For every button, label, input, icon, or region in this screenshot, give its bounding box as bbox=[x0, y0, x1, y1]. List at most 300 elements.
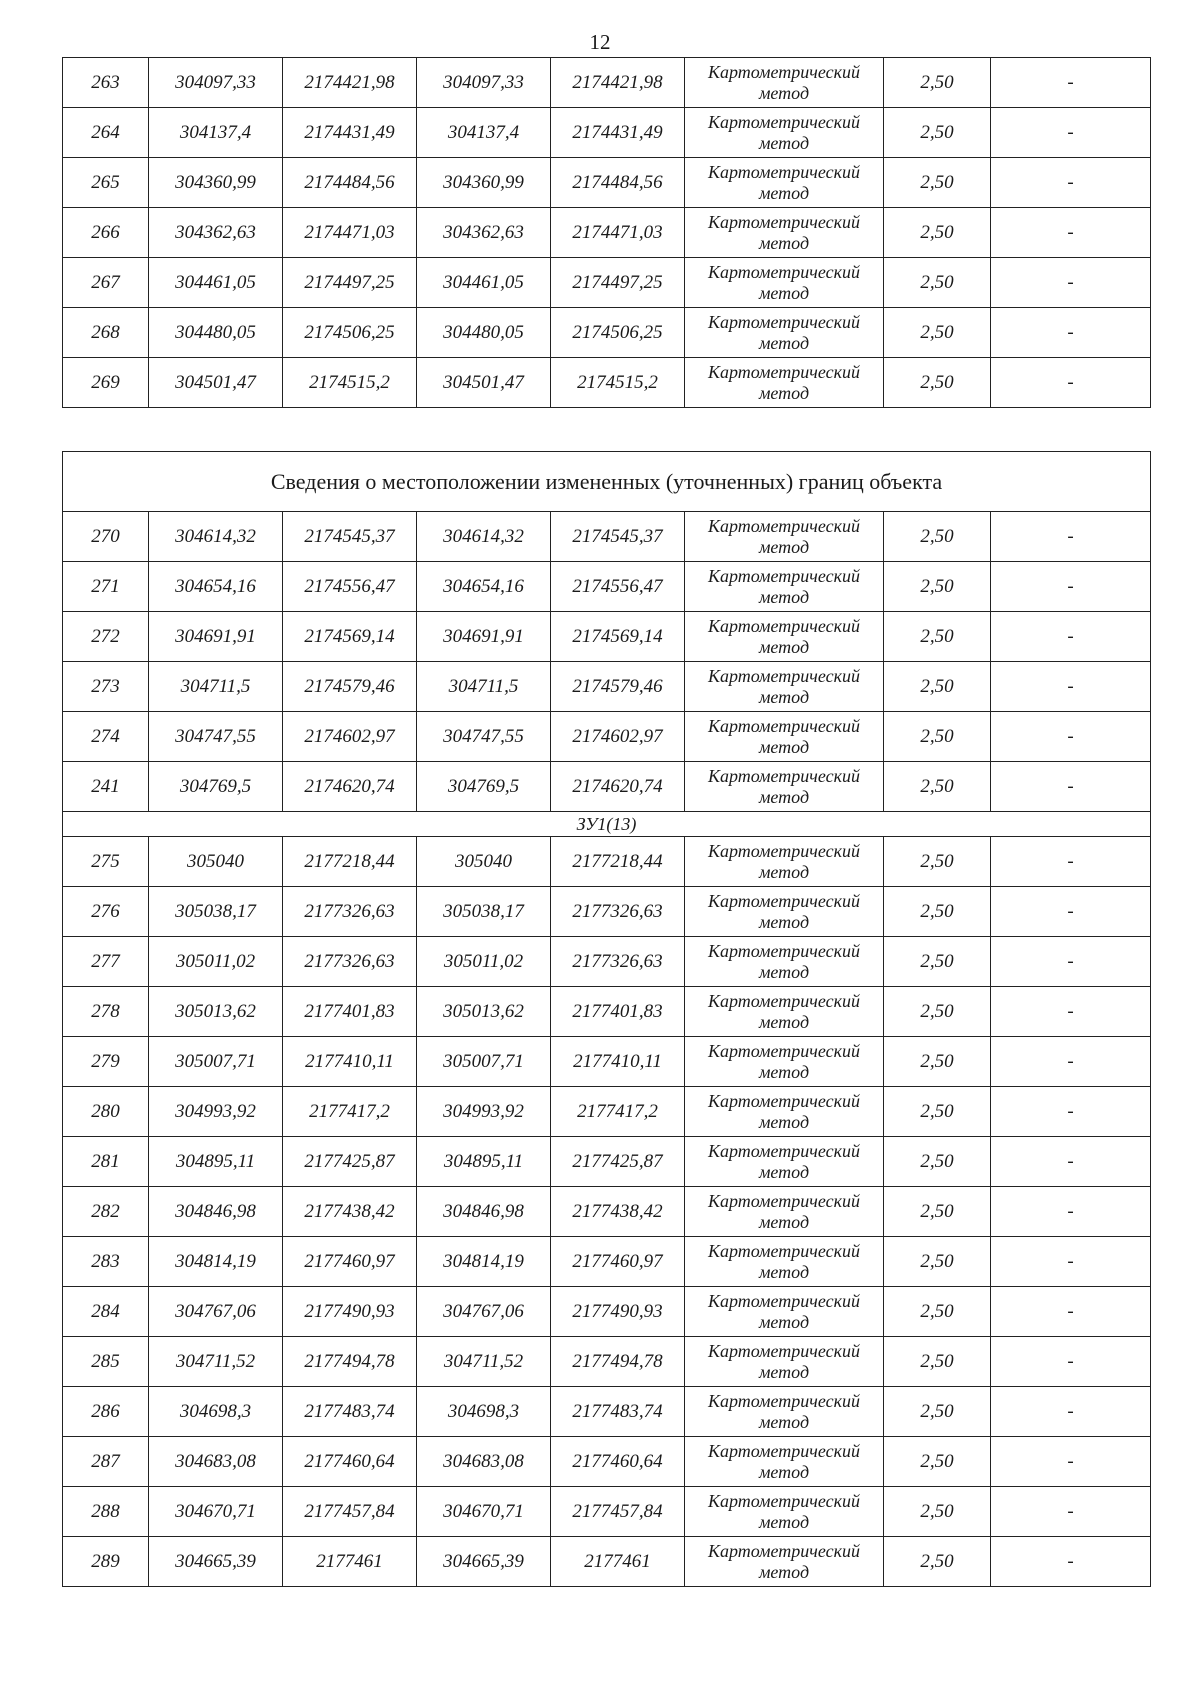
new-y-cell: 2174421,98 bbox=[551, 58, 685, 108]
point-number-cell: 280 bbox=[63, 1087, 149, 1137]
new-y-cell: 2177326,63 bbox=[551, 887, 685, 937]
existing-x-cell: 304360,99 bbox=[149, 158, 283, 208]
accuracy-cell: 2,50 bbox=[884, 712, 991, 762]
existing-x-cell: 305011,02 bbox=[149, 937, 283, 987]
point-number-cell: 265 bbox=[63, 158, 149, 208]
table-row bbox=[63, 1287, 1151, 1337]
method-line-2: метод bbox=[758, 786, 810, 807]
method-cell bbox=[685, 1087, 884, 1137]
method-cell bbox=[685, 258, 884, 308]
method-line-1: Картометрический bbox=[707, 1340, 860, 1361]
method-cell bbox=[685, 712, 884, 762]
method-cell bbox=[685, 762, 884, 812]
point-number-cell: 284 bbox=[63, 1287, 149, 1337]
accuracy-cell: 2,50 bbox=[884, 1287, 991, 1337]
new-x-cell: 305013,62 bbox=[417, 987, 551, 1037]
note-cell: - bbox=[991, 58, 1151, 108]
method-line-1: Картометрический bbox=[707, 1190, 860, 1211]
new-x-cell: 304711,52 bbox=[417, 1337, 551, 1387]
method-line-2: метод bbox=[758, 586, 810, 607]
new-x-cell: 304461,05 bbox=[417, 258, 551, 308]
note-cell: - bbox=[991, 837, 1151, 887]
existing-y-cell: 2177401,83 bbox=[283, 987, 417, 1037]
point-number-cell: 289 bbox=[63, 1537, 149, 1587]
new-y-cell: 2174431,49 bbox=[551, 108, 685, 158]
new-x-cell: 304747,55 bbox=[417, 712, 551, 762]
method-line-2: метод bbox=[758, 636, 810, 657]
note-cell: - bbox=[991, 1537, 1151, 1587]
existing-x-cell: 304767,06 bbox=[149, 1287, 283, 1337]
existing-x-cell: 304654,16 bbox=[149, 562, 283, 612]
method-cell bbox=[685, 158, 884, 208]
new-y-cell: 2177460,64 bbox=[551, 1437, 685, 1487]
note-cell: - bbox=[991, 1337, 1151, 1387]
table-row bbox=[63, 308, 1151, 358]
note-cell: - bbox=[991, 887, 1151, 937]
method-cell bbox=[685, 1137, 884, 1187]
method-cell bbox=[685, 937, 884, 987]
new-x-cell: 304360,99 bbox=[417, 158, 551, 208]
table-row bbox=[63, 762, 1151, 812]
coordinates-table-2 bbox=[62, 451, 1151, 1587]
new-y-cell: 2177401,83 bbox=[551, 987, 685, 1037]
existing-x-cell: 304670,71 bbox=[149, 1487, 283, 1537]
accuracy-cell: 2,50 bbox=[884, 1537, 991, 1587]
new-y-cell: 2177425,87 bbox=[551, 1137, 685, 1187]
method-line-1: Картометрический bbox=[707, 1390, 860, 1411]
table-row bbox=[63, 937, 1151, 987]
table-row bbox=[63, 1487, 1151, 1537]
table-row bbox=[63, 562, 1151, 612]
method-line-1: Картометрический bbox=[707, 615, 860, 636]
table-row bbox=[63, 1137, 1151, 1187]
new-y-cell: 2174545,37 bbox=[551, 512, 685, 562]
method-line-1: Картометрический bbox=[707, 61, 860, 82]
note-cell: - bbox=[991, 562, 1151, 612]
point-number-cell: 287 bbox=[63, 1437, 149, 1487]
method-line-1: Картометрический bbox=[707, 1540, 860, 1561]
accuracy-cell: 2,50 bbox=[884, 58, 991, 108]
existing-y-cell: 2177460,97 bbox=[283, 1237, 417, 1287]
method-cell bbox=[685, 308, 884, 358]
method-line-1: Картометрический bbox=[707, 1290, 860, 1311]
note-cell: - bbox=[991, 1287, 1151, 1337]
new-y-cell: 2174579,46 bbox=[551, 662, 685, 712]
existing-y-cell: 2177457,84 bbox=[283, 1487, 417, 1537]
method-cell bbox=[685, 1387, 884, 1437]
new-y-cell: 2177457,84 bbox=[551, 1487, 685, 1537]
new-y-cell: 2177326,63 bbox=[551, 937, 685, 987]
new-x-cell: 305007,71 bbox=[417, 1037, 551, 1087]
method-line-2: метод bbox=[758, 961, 810, 982]
new-y-cell: 2177460,97 bbox=[551, 1237, 685, 1287]
table-row bbox=[63, 1337, 1151, 1387]
point-number-cell: 277 bbox=[63, 937, 149, 987]
new-x-cell: 304993,92 bbox=[417, 1087, 551, 1137]
point-number-cell: 278 bbox=[63, 987, 149, 1037]
accuracy-cell: 2,50 bbox=[884, 1237, 991, 1287]
method-cell bbox=[685, 562, 884, 612]
method-line-1: Картометрический bbox=[707, 565, 860, 586]
point-number-cell: 282 bbox=[63, 1187, 149, 1237]
point-number-cell: 285 bbox=[63, 1337, 149, 1387]
new-y-cell: 2174515,2 bbox=[551, 358, 685, 408]
method-line-1: Картометрический bbox=[707, 1090, 860, 1111]
note-cell: - bbox=[991, 1087, 1151, 1137]
new-x-cell: 304665,39 bbox=[417, 1537, 551, 1587]
existing-y-cell: 2174602,97 bbox=[283, 712, 417, 762]
note-cell: - bbox=[991, 158, 1151, 208]
new-y-cell: 2174569,14 bbox=[551, 612, 685, 662]
existing-x-cell: 304711,5 bbox=[149, 662, 283, 712]
note-cell: - bbox=[991, 762, 1151, 812]
existing-y-cell: 2177218,44 bbox=[283, 837, 417, 887]
existing-x-cell: 304698,3 bbox=[149, 1387, 283, 1437]
existing-y-cell: 2174579,46 bbox=[283, 662, 417, 712]
existing-y-cell: 2177460,64 bbox=[283, 1437, 417, 1487]
method-line-2: метод bbox=[758, 1011, 810, 1032]
accuracy-cell: 2,50 bbox=[884, 1487, 991, 1537]
new-x-cell: 304480,05 bbox=[417, 308, 551, 358]
table-section-title: Сведения о местоположении измененных (уточненных) границ объекта bbox=[63, 452, 1151, 512]
method-line-1: Картометрический bbox=[707, 1490, 860, 1511]
new-y-cell: 2174484,56 bbox=[551, 158, 685, 208]
note-cell: - bbox=[991, 1187, 1151, 1237]
note-cell: - bbox=[991, 712, 1151, 762]
table-row bbox=[63, 258, 1151, 308]
existing-x-cell: 304362,63 bbox=[149, 208, 283, 258]
method-line-1: Картометрический bbox=[707, 111, 860, 132]
method-line-1: Картометрический bbox=[707, 765, 860, 786]
method-cell bbox=[685, 512, 884, 562]
existing-x-cell: 304501,47 bbox=[149, 358, 283, 408]
note-cell: - bbox=[991, 1237, 1151, 1287]
existing-x-cell: 304614,32 bbox=[149, 512, 283, 562]
method-line-2: метод bbox=[758, 282, 810, 303]
point-number-cell: 275 bbox=[63, 837, 149, 887]
existing-x-cell: 304814,19 bbox=[149, 1237, 283, 1287]
point-number-cell: 283 bbox=[63, 1237, 149, 1287]
table-row bbox=[63, 837, 1151, 887]
new-x-cell: 304814,19 bbox=[417, 1237, 551, 1287]
new-x-cell: 304895,11 bbox=[417, 1137, 551, 1187]
method-line-2: метод bbox=[758, 182, 810, 203]
existing-x-cell: 304137,4 bbox=[149, 108, 283, 158]
table-row bbox=[63, 1387, 1151, 1437]
method-cell bbox=[685, 1437, 884, 1487]
method-line-1: Картометрический bbox=[707, 311, 860, 332]
point-number-cell: 286 bbox=[63, 1387, 149, 1437]
point-number-cell: 274 bbox=[63, 712, 149, 762]
existing-y-cell: 2177326,63 bbox=[283, 937, 417, 987]
new-x-cell: 305040 bbox=[417, 837, 551, 887]
point-number-cell: 267 bbox=[63, 258, 149, 308]
method-line-2: метод bbox=[758, 1311, 810, 1332]
accuracy-cell: 2,50 bbox=[884, 837, 991, 887]
new-y-cell: 2177461 bbox=[551, 1537, 685, 1587]
new-x-cell: 305011,02 bbox=[417, 937, 551, 987]
point-number-cell: 269 bbox=[63, 358, 149, 408]
accuracy-cell: 2,50 bbox=[884, 662, 991, 712]
existing-y-cell: 2177490,93 bbox=[283, 1287, 417, 1337]
accuracy-cell: 2,50 bbox=[884, 937, 991, 987]
note-cell: - bbox=[991, 1037, 1151, 1087]
existing-y-cell: 2174556,47 bbox=[283, 562, 417, 612]
note-cell: - bbox=[991, 987, 1151, 1037]
accuracy-cell: 2,50 bbox=[884, 1087, 991, 1137]
table-row bbox=[63, 1087, 1151, 1137]
point-number-cell: 268 bbox=[63, 308, 149, 358]
new-x-cell: 304769,5 bbox=[417, 762, 551, 812]
method-line-1: Картометрический bbox=[707, 515, 860, 536]
method-line-2: метод bbox=[758, 536, 810, 557]
existing-y-cell: 2177417,2 bbox=[283, 1087, 417, 1137]
table-row bbox=[63, 158, 1151, 208]
method-cell bbox=[685, 58, 884, 108]
note-cell: - bbox=[991, 937, 1151, 987]
new-y-cell: 2177410,11 bbox=[551, 1037, 685, 1087]
method-line-2: метод bbox=[758, 1211, 810, 1232]
method-cell bbox=[685, 1537, 884, 1587]
new-x-cell: 304501,47 bbox=[417, 358, 551, 408]
existing-y-cell: 2174545,37 bbox=[283, 512, 417, 562]
accuracy-cell: 2,50 bbox=[884, 1337, 991, 1387]
method-line-2: метод bbox=[758, 232, 810, 253]
new-y-cell: 2177417,2 bbox=[551, 1087, 685, 1137]
method-line-2: метод bbox=[758, 1261, 810, 1282]
method-cell bbox=[685, 1187, 884, 1237]
point-number-cell: 270 bbox=[63, 512, 149, 562]
note-cell: - bbox=[991, 258, 1151, 308]
coordinates-table-1 bbox=[62, 57, 1151, 408]
table-row bbox=[63, 987, 1151, 1037]
new-y-cell: 2177483,74 bbox=[551, 1387, 685, 1437]
method-line-1: Картометрический bbox=[707, 890, 860, 911]
method-cell bbox=[685, 887, 884, 937]
existing-y-cell: 2177494,78 bbox=[283, 1337, 417, 1387]
new-y-cell: 2174556,47 bbox=[551, 562, 685, 612]
method-line-1: Картометрический bbox=[707, 665, 860, 686]
new-x-cell: 305038,17 bbox=[417, 887, 551, 937]
note-cell: - bbox=[991, 358, 1151, 408]
existing-y-cell: 2174431,49 bbox=[283, 108, 417, 158]
new-x-cell: 304137,4 bbox=[417, 108, 551, 158]
accuracy-cell: 2,50 bbox=[884, 1137, 991, 1187]
existing-y-cell: 2177483,74 bbox=[283, 1387, 417, 1437]
method-line-1: Картометрический bbox=[707, 940, 860, 961]
page-number: 12 bbox=[589, 30, 611, 54]
method-line-2: метод bbox=[758, 332, 810, 353]
existing-y-cell: 2177461 bbox=[283, 1537, 417, 1587]
method-line-2: метод bbox=[758, 382, 810, 403]
point-number-cell: 266 bbox=[63, 208, 149, 258]
existing-y-cell: 2174497,25 bbox=[283, 258, 417, 308]
accuracy-cell: 2,50 bbox=[884, 762, 991, 812]
method-cell bbox=[685, 1487, 884, 1537]
existing-x-cell: 305007,71 bbox=[149, 1037, 283, 1087]
table-row bbox=[63, 1237, 1151, 1287]
note-cell: - bbox=[991, 1487, 1151, 1537]
new-x-cell: 304691,91 bbox=[417, 612, 551, 662]
method-cell bbox=[685, 108, 884, 158]
existing-x-cell: 305013,62 bbox=[149, 987, 283, 1037]
note-cell: - bbox=[991, 208, 1151, 258]
accuracy-cell: 2,50 bbox=[884, 358, 991, 408]
existing-x-cell: 304683,08 bbox=[149, 1437, 283, 1487]
note-cell: - bbox=[991, 662, 1151, 712]
method-line-2: метод bbox=[758, 132, 810, 153]
accuracy-cell: 2,50 bbox=[884, 1037, 991, 1087]
method-line-1: Картометрический bbox=[707, 361, 860, 382]
table-row bbox=[63, 887, 1151, 937]
method-line-2: метод bbox=[758, 1511, 810, 1532]
existing-x-cell: 304769,5 bbox=[149, 762, 283, 812]
accuracy-cell: 2,50 bbox=[884, 158, 991, 208]
accuracy-cell: 2,50 bbox=[884, 208, 991, 258]
method-cell bbox=[685, 1037, 884, 1087]
existing-y-cell: 2174515,2 bbox=[283, 358, 417, 408]
point-number-cell: 263 bbox=[63, 58, 149, 108]
note-cell: - bbox=[991, 612, 1151, 662]
existing-x-cell: 305038,17 bbox=[149, 887, 283, 937]
note-cell: - bbox=[991, 1387, 1151, 1437]
new-x-cell: 304683,08 bbox=[417, 1437, 551, 1487]
existing-x-cell: 304480,05 bbox=[149, 308, 283, 358]
method-line-1: Картометрический bbox=[707, 1440, 860, 1461]
method-line-2: метод bbox=[758, 82, 810, 103]
point-number-cell: 271 bbox=[63, 562, 149, 612]
existing-y-cell: 2174471,03 bbox=[283, 208, 417, 258]
new-x-cell: 304846,98 bbox=[417, 1187, 551, 1237]
note-cell: - bbox=[991, 108, 1151, 158]
method-line-1: Картометрический bbox=[707, 715, 860, 736]
method-line-2: метод bbox=[758, 1361, 810, 1382]
table-row bbox=[63, 208, 1151, 258]
new-x-cell: 304097,33 bbox=[417, 58, 551, 108]
method-line-2: метод bbox=[758, 736, 810, 757]
existing-y-cell: 2177410,11 bbox=[283, 1037, 417, 1087]
table-row bbox=[63, 1437, 1151, 1487]
new-x-cell: 304614,32 bbox=[417, 512, 551, 562]
method-line-1: Картометрический bbox=[707, 1040, 860, 1061]
method-line-1: Картометрический bbox=[707, 1240, 860, 1261]
existing-x-cell: 304711,52 bbox=[149, 1337, 283, 1387]
existing-x-cell: 304461,05 bbox=[149, 258, 283, 308]
method-line-2: метод bbox=[758, 1411, 810, 1432]
existing-x-cell: 304097,33 bbox=[149, 58, 283, 108]
table-row bbox=[63, 58, 1151, 108]
existing-y-cell: 2174421,98 bbox=[283, 58, 417, 108]
existing-y-cell: 2174569,14 bbox=[283, 612, 417, 662]
new-x-cell: 304767,06 bbox=[417, 1287, 551, 1337]
new-y-cell: 2177218,44 bbox=[551, 837, 685, 887]
table-row bbox=[63, 108, 1151, 158]
note-cell: - bbox=[991, 1437, 1151, 1487]
new-x-cell: 304670,71 bbox=[417, 1487, 551, 1537]
existing-x-cell: 304895,11 bbox=[149, 1137, 283, 1187]
table-row bbox=[63, 612, 1151, 662]
method-cell bbox=[685, 612, 884, 662]
accuracy-cell: 2,50 bbox=[884, 612, 991, 662]
method-line-2: метод bbox=[758, 1461, 810, 1482]
method-line-1: Картометрический bbox=[707, 1140, 860, 1161]
method-line-2: метод bbox=[758, 911, 810, 932]
accuracy-cell: 2,50 bbox=[884, 1437, 991, 1487]
note-cell: - bbox=[991, 308, 1151, 358]
note-cell: - bbox=[991, 1137, 1151, 1187]
point-number-cell: 272 bbox=[63, 612, 149, 662]
accuracy-cell: 2,50 bbox=[884, 987, 991, 1037]
table-row bbox=[63, 512, 1151, 562]
note-cell: - bbox=[991, 512, 1151, 562]
new-y-cell: 2174471,03 bbox=[551, 208, 685, 258]
table-row bbox=[63, 712, 1151, 762]
method-line-2: метод bbox=[758, 686, 810, 707]
method-cell bbox=[685, 837, 884, 887]
point-number-cell: 279 bbox=[63, 1037, 149, 1087]
method-line-2: метод bbox=[758, 1561, 810, 1582]
new-y-cell: 2174620,74 bbox=[551, 762, 685, 812]
new-y-cell: 2177490,93 bbox=[551, 1287, 685, 1337]
new-y-cell: 2174497,25 bbox=[551, 258, 685, 308]
existing-y-cell: 2177425,87 bbox=[283, 1137, 417, 1187]
point-number-cell: 264 bbox=[63, 108, 149, 158]
existing-y-cell: 2177438,42 bbox=[283, 1187, 417, 1237]
table-row bbox=[63, 662, 1151, 712]
accuracy-cell: 2,50 bbox=[884, 108, 991, 158]
method-line-2: метод bbox=[758, 1161, 810, 1182]
existing-y-cell: 2174506,25 bbox=[283, 308, 417, 358]
new-y-cell: 2174506,25 bbox=[551, 308, 685, 358]
new-x-cell: 304654,16 bbox=[417, 562, 551, 612]
point-number-cell: 276 bbox=[63, 887, 149, 937]
existing-x-cell: 304747,55 bbox=[149, 712, 283, 762]
existing-x-cell: 304691,91 bbox=[149, 612, 283, 662]
method-cell bbox=[685, 1287, 884, 1337]
point-number-cell: 241 bbox=[63, 762, 149, 812]
existing-x-cell: 304665,39 bbox=[149, 1537, 283, 1587]
existing-x-cell: 304846,98 bbox=[149, 1187, 283, 1237]
existing-y-cell: 2177326,63 bbox=[283, 887, 417, 937]
point-number-cell: 273 bbox=[63, 662, 149, 712]
method-line-1: Картометрический bbox=[707, 840, 860, 861]
method-line-1: Картометрический bbox=[707, 211, 860, 232]
existing-y-cell: 2174484,56 bbox=[283, 158, 417, 208]
method-line-2: метод bbox=[758, 861, 810, 882]
table-row bbox=[63, 358, 1151, 408]
new-y-cell: 2174602,97 bbox=[551, 712, 685, 762]
point-number-cell: 281 bbox=[63, 1137, 149, 1187]
new-y-cell: 2177438,42 bbox=[551, 1187, 685, 1237]
accuracy-cell: 2,50 bbox=[884, 308, 991, 358]
method-line-1: Картометрический bbox=[707, 161, 860, 182]
accuracy-cell: 2,50 bbox=[884, 258, 991, 308]
accuracy-cell: 2,50 bbox=[884, 1387, 991, 1437]
method-cell bbox=[685, 662, 884, 712]
method-line-1: Картометрический bbox=[707, 261, 860, 282]
existing-x-cell: 305040 bbox=[149, 837, 283, 887]
table-row bbox=[63, 1187, 1151, 1237]
accuracy-cell: 2,50 bbox=[884, 1187, 991, 1237]
new-x-cell: 304698,3 bbox=[417, 1387, 551, 1437]
method-line-2: метод bbox=[758, 1111, 810, 1132]
table-row bbox=[63, 1537, 1151, 1587]
new-x-cell: 304711,5 bbox=[417, 662, 551, 712]
method-cell bbox=[685, 1337, 884, 1387]
method-line-2: метод bbox=[758, 1061, 810, 1082]
method-cell bbox=[685, 1237, 884, 1287]
accuracy-cell: 2,50 bbox=[884, 512, 991, 562]
